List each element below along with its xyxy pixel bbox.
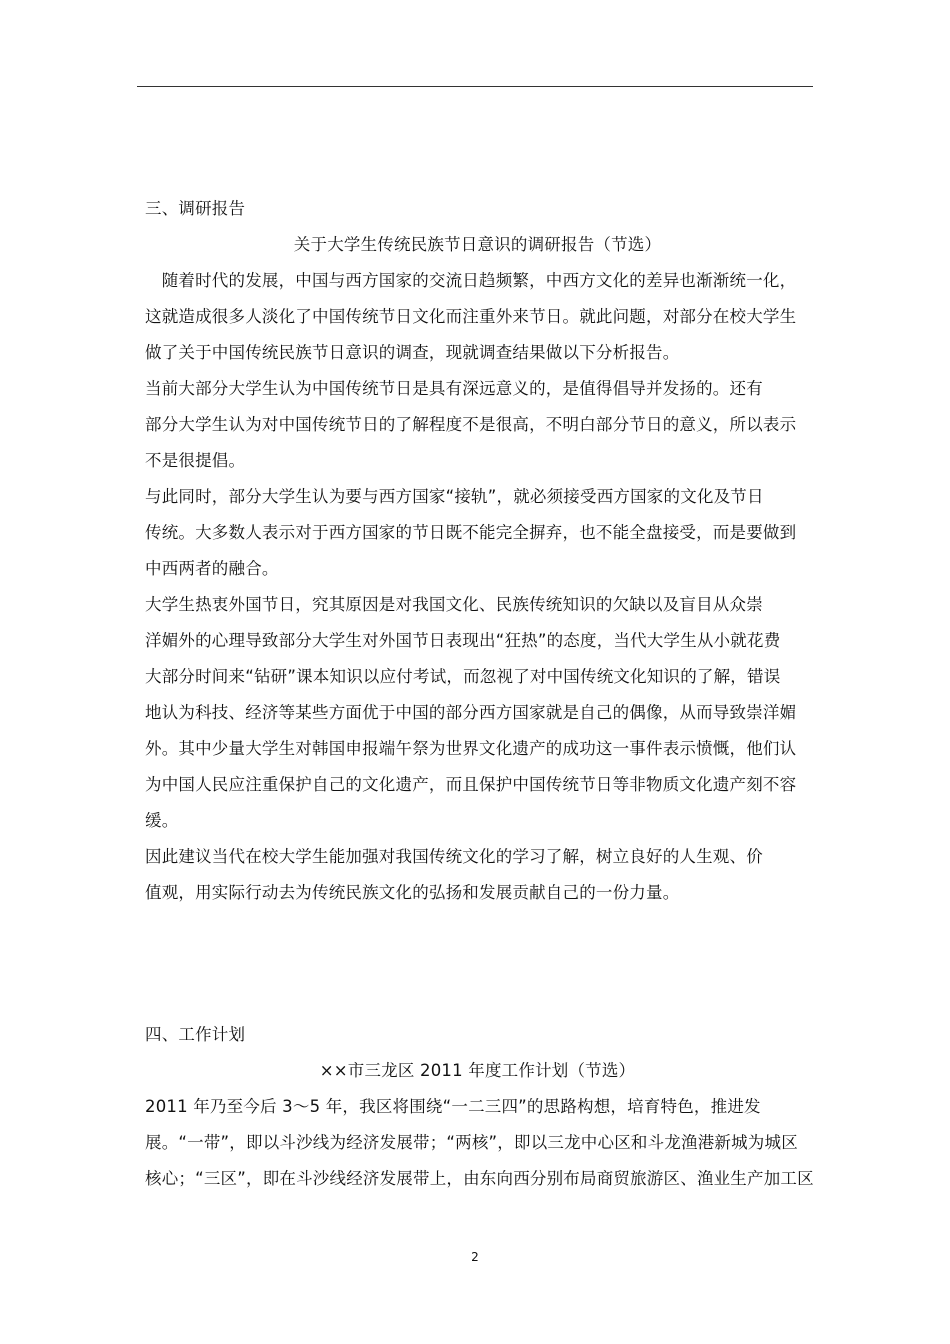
section3-title: 关于大学生传统民族节日意识的调研报告（节选） [293,235,662,254]
section3-line: 为中国人民应注重保护自己的文化遗产，而且保护中国传统节日等非物质文化遗产刻不容 [145,775,797,794]
section3-line: 大学生热衷外国节日，究其原因是对我国文化、民族传统知识的欠缺以及盲目从众崇 [145,595,763,614]
section3-line: 因此建议当代在校大学生能加强对我国传统文化的学习了解，树立良好的人生观、价 [145,847,763,866]
section3-line: 不是很提倡。 [145,451,246,470]
section4-title: ××市三龙区 2011 年度工作计划（节选） [319,1061,636,1080]
section3-line: 做了关于中国传统民族节日意识的调查，现就调查结果做以下分析报告。 [145,343,680,362]
section3-line: 部分大学生认为对中国传统节日的了解程度不是很高，不明白部分节日的意义，所以表示 [145,415,797,434]
section3-line: 当前大部分大学生认为中国传统节日是具有深远意义的，是值得倡导并发扬的。还有 [145,379,763,398]
section4-line: 核心；“三区”，即在斗沙线经济发展带上，由东向西分别布局商贸旅游区、渔业生产加工区 [145,1169,814,1188]
header-rule [137,86,813,87]
section3-line: 传统。大多数人表示对于西方国家的节日既不能完全摒弃，也不能全盘接受，而是要做到 [145,523,797,542]
section3-line: 外。其中少量大学生对韩国申报端午祭为世界文化遗产的成功这一事件表示愤慨，他们认 [145,739,797,758]
section3-line: 随着时代的发展，中国与西方国家的交流日趋频繁，中西方文化的差异也渐渐统一化， [145,271,797,290]
section3-line: 中西两者的融合。 [145,559,279,578]
section3-line: 大部分时间来“钻研”课本知识以应付考试，而忽视了对中国传统文化知识的了解，错误 [145,667,781,686]
section3-heading: 三、调研报告 [145,199,246,218]
section4-heading: 四、工作计划 [145,1025,246,1044]
page-number: 2 [471,1250,479,1264]
section3-line: 地认为科技、经济等某些方面优于中国的部分西方国家就是自己的偶像，从而导致崇洋媚 [145,703,797,722]
section3-line: 值观，用实际行动去为传统民族文化的弘扬和发展贡献自己的一份力量。 [145,883,680,902]
section3-line: 这就造成很多人淡化了中国传统节日文化而注重外来节日。就此问题，对部分在校大学生 [145,307,797,326]
section4-line: 展。“一带”，即以斗沙线为经济发展带；“两核”，即以三龙中心区和斗龙渔港新城为城区 [145,1133,798,1152]
section4-line: 2011 年乃至今后 3～5 年，我区将围绕“一二三四”的思路构想，培育特色，推进发 [145,1097,761,1116]
section3-line: 洋媚外的心理导致部分大学生对外国节日表现出“狂热”的态度，当代大学生从小就花费 [145,631,781,650]
section3-line: 与此同时，部分大学生认为要与西方国家“接轨”，就必须接受西方国家的文化及节日 [145,487,764,506]
section3-line: 缓。 [145,811,179,830]
